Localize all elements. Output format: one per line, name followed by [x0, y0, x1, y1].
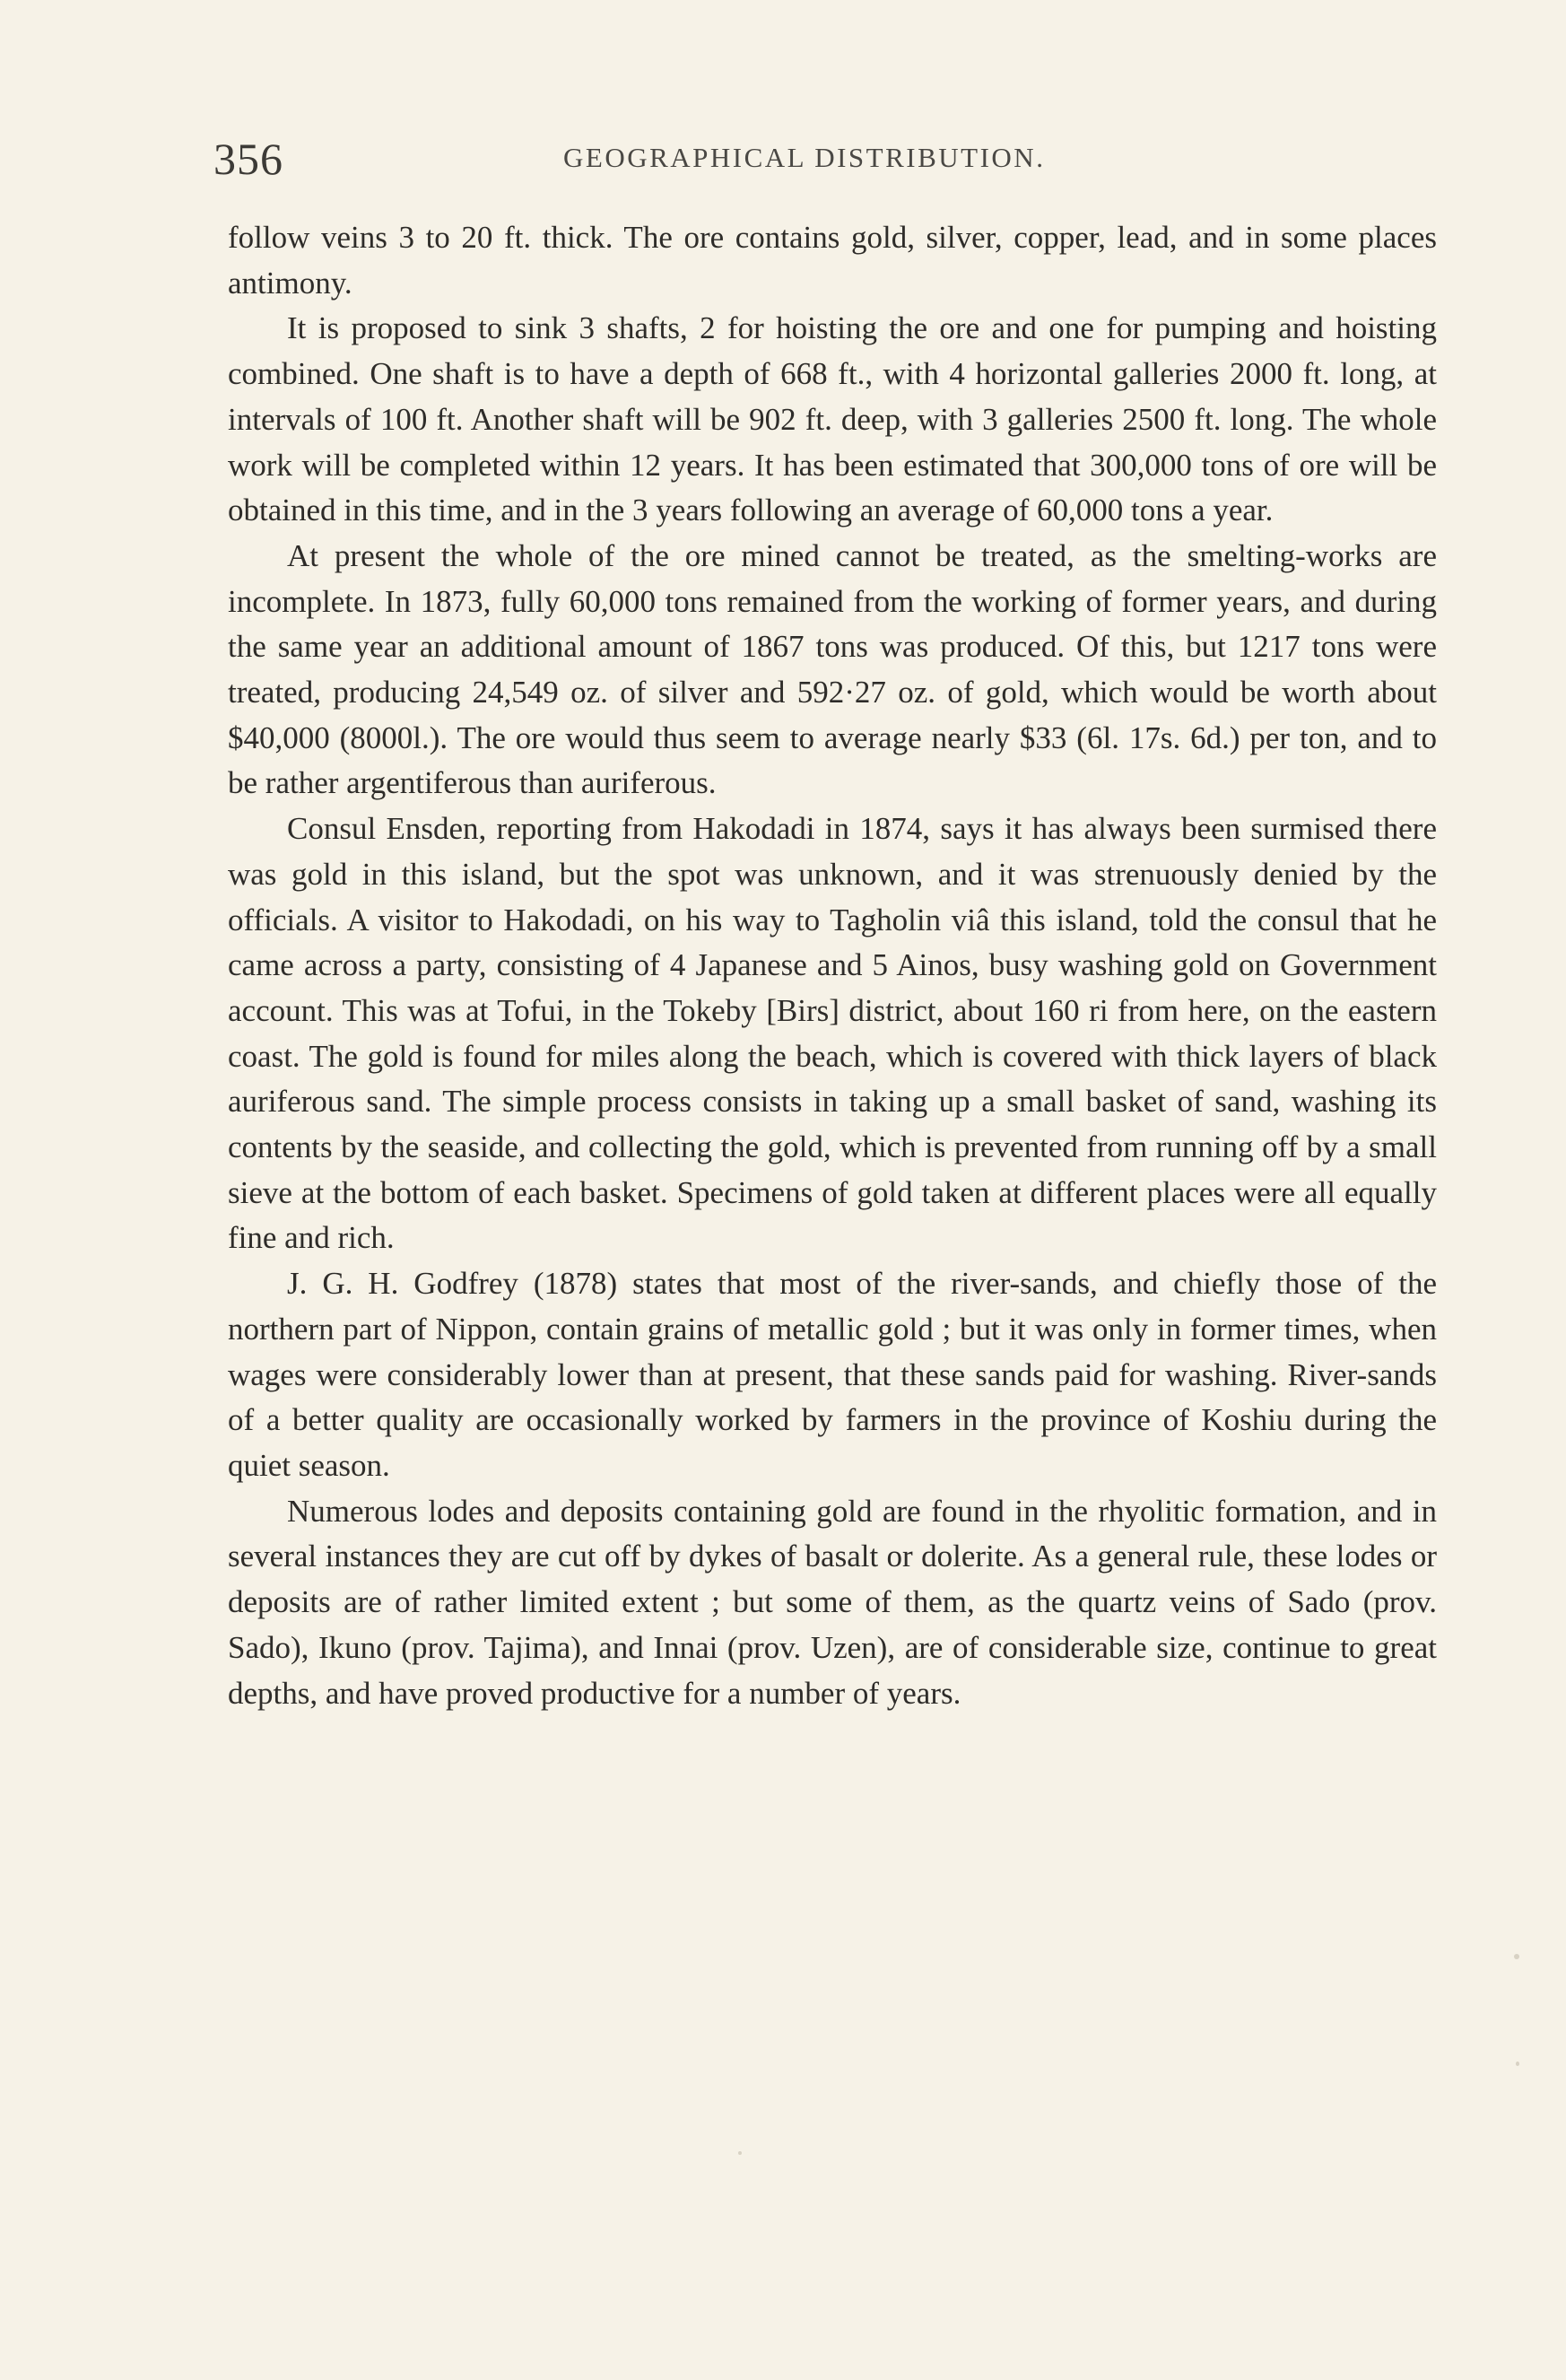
running-title: GEOGRAPHICAL DISTRIBUTION. [563, 142, 1046, 173]
paper-speck [1516, 2062, 1519, 2066]
paragraph-5: J. G. H. Godfrey (1878) states that most of the river-sands, and chiefly those of the northern part of Nippon, contain grains of metallic gold ; but it was only in former times, when wages were considerably lower than at present, that these sands paid for washing. River-sands of a better quality are occasionally worked by farmers in the province of Koshiu during the quiet season. [228, 1266, 1437, 1483]
paragraph-2: It is proposed to sink 3 shafts, 2 for hoisting the ore and one for pumping and hoisting combined. One shaft is to have a depth of 668 ft., with 4 horizontal galleries 2000 ft. long, at intervals of 100 ft. Another shaft will be 902 ft. deep, with 3 galleries 2500 ft. long. The whole work will be completed within 12 years. It has been estimated that 300,000 tons of ore will be obtained in this time, and in the 3 years following an average of 60,000 tons a year. [228, 310, 1437, 528]
paragraph-3: At present the whole of the ore mined cannot be treated, as the smelting-works are incomplete. In 1873, fully 60,000 tons remained from the working of former years, and during the same year an additional amount of 1867 tons was produced. Of this, but 1217 tons were treated, producing 24,549 oz. of silver and 592·27 oz. of gold, which would be worth about $40,000 (8000l.). The ore would thus seem to average nearly $33 (6l. 17s. 6d.) per ton, and to be rather argentiferous than auriferous. [228, 537, 1437, 801]
paper-speck [738, 2151, 742, 2155]
paper-speck [1514, 1954, 1519, 1959]
page-header [213, 133, 1435, 187]
paragraph-1: follow veins 3 to 20 ft. thick. The ore contains gold, silver, copper, lead, and in some places antimony. [228, 220, 1437, 301]
body-text [228, 215, 1437, 1716]
paragraph-6: Numerous lodes and deposits containing gold are found in the rhyolitic formation, and in several instances they are cut off by dykes of basalt or dolerite. As a general rule, these lodes or deposits are of rather limited extent ; but some of them, as the quartz veins of Sado (prov. Sado), Ikuno (prov. Tajima), and Innai (prov. Uzen), are of considerable size, continue to great depths, and have proved productive for a number of years. [228, 1493, 1437, 1711]
page-number: 356 [213, 134, 283, 184]
paragraph-4: Consul Ensden, reporting from Hakodadi in 1874, says it has always been surmised there was gold in this island, but the spot was unknown, and it was strenuously denied by the officials. A visitor to Hakodadi, on his way to Tagholin viâ this island, told the consul that he came across a party, consisting of 4 Japanese and 5 Ainos, busy washing gold on Government account. This was at Tofui, in the Tokeby [Birs] district, about 160 ri from here, on the eastern coast. The gold is found for miles along the beach, which is covered with thick layers of black auriferous sand. The simple process consists in taking up a small basket of sand, washing its contents by the seaside, and collecting the gold, which is prevented from running off by a small sieve at the bottom of each basket. Specimens of gold taken at different places were all equally fine and rich. [228, 811, 1437, 1256]
